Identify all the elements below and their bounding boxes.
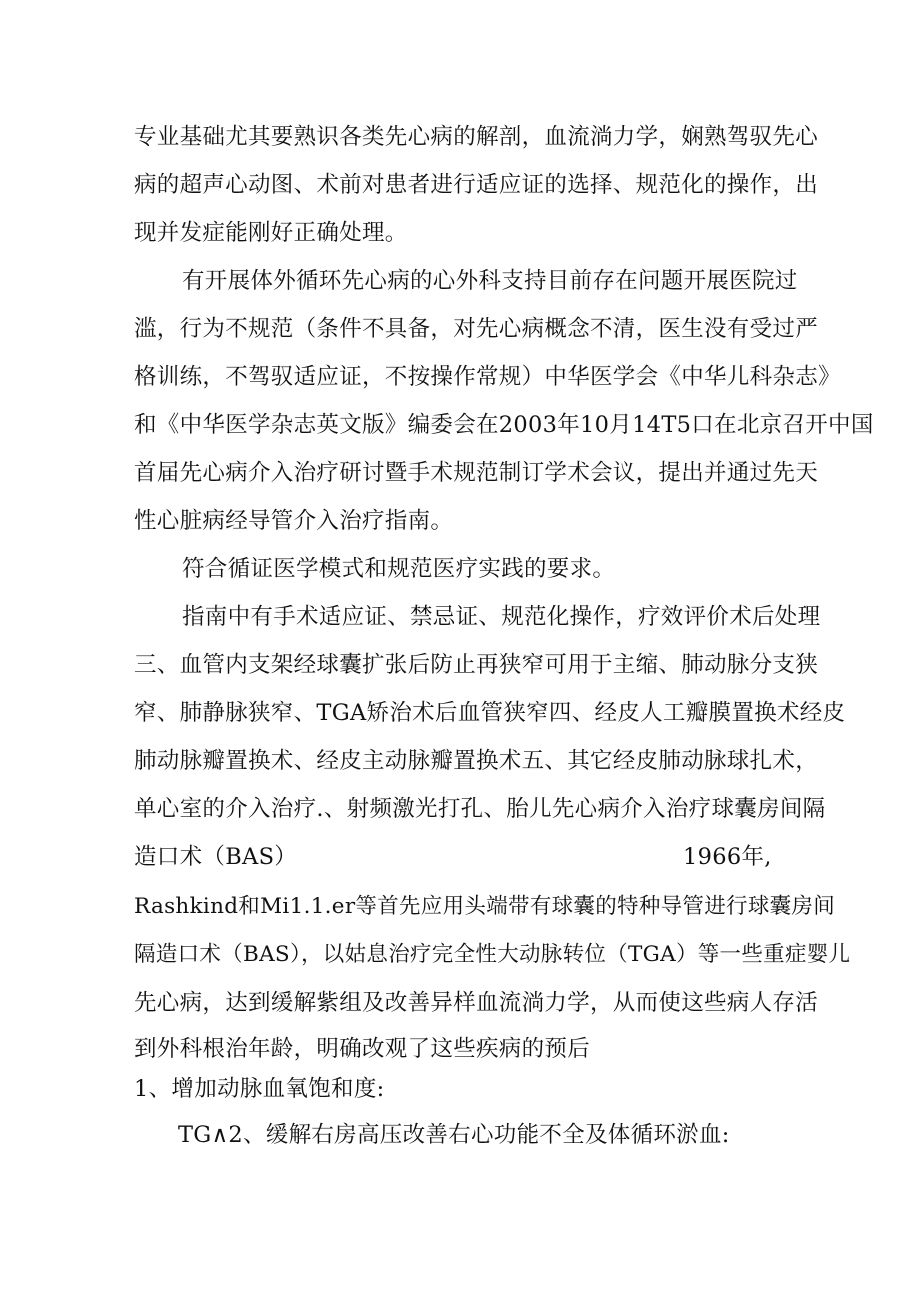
- year-text: 1966年,: [683, 844, 772, 870]
- text-line: 隔造口术（BAS），以姑息治疗完全性大动脉转位（TGA）等一些重症婴儿: [134, 942, 851, 967]
- text-line: 现并发症能刚好正确处理。: [134, 220, 408, 246]
- text-line: 病的超声心动图、术前对患者进行适应证的选择、规范化的操作，出: [134, 172, 819, 198]
- text-line: 格训练，不驾驭适应证，不按操作常规）中华医学会《中华儿科杂志》: [134, 364, 841, 390]
- text-line: 造口术（BAS）: [134, 844, 298, 870]
- list-item: TG∧2、缓解右房高压改善右心功能不全及体循环淤血:: [178, 1122, 730, 1148]
- list-item: 1、增加动脉血氧饱和度:: [134, 1076, 385, 1102]
- text-line: 专业基础尤其要熟识各类先心病的解剖，血流淌力学，娴熟驾驭先心: [134, 124, 819, 150]
- text-line: 单心室的介入治疗.、射频激光打孔、胎儿先心病介入治疗球囊房间隔: [134, 796, 826, 822]
- text-line: 和《中华医学杂志英文版》编委会在2003年10月14T5口在北京召开中国: [134, 412, 874, 438]
- text-line: 肺动脉瓣置换术、经皮主动脉瓣置换术五、其它经皮肺动脉球扎术，: [134, 748, 819, 774]
- text-line: 首届先心病介入治疗研讨暨手术规范制订学术会议，提出并通过先天: [134, 460, 819, 486]
- text-line: 性心脏病经导管介入治疗指南。: [134, 508, 454, 534]
- text-line: Rashkind和Mi1.1.er等首先应用头端带有球囊的特种导管进行球囊房间: [134, 894, 836, 919]
- text-line: 三、血管内支架经球囊扩张后防止再狭窄可用于主缩、肺动脉分支狭: [134, 652, 819, 678]
- text-line: 到外科根治年龄，明确改观了这些疾病的预后: [134, 1036, 591, 1062]
- text-line: 指南中有手术适应证、禁忌证、规范化操作，疗效评价术后处理: [182, 604, 821, 630]
- text-line: 先心病，达到缓解紫组及改善异样血流淌力学，从而使这些病人存活: [134, 990, 819, 1016]
- text-line: 窄、肺静脉狭窄、TGA矫治术后血管狭窄四、经皮人工瓣膜置换术经皮: [134, 700, 846, 726]
- text-line: 滥，行为不规范（条件不具备，对先心病概念不清，医生没有受过严: [134, 316, 819, 342]
- text-line: 符合循证医学模式和规范医疗实践的要求。: [182, 556, 616, 582]
- text-line: 有开展体外循环先心病的心外科支持目前存在问题开展医院过: [182, 268, 798, 294]
